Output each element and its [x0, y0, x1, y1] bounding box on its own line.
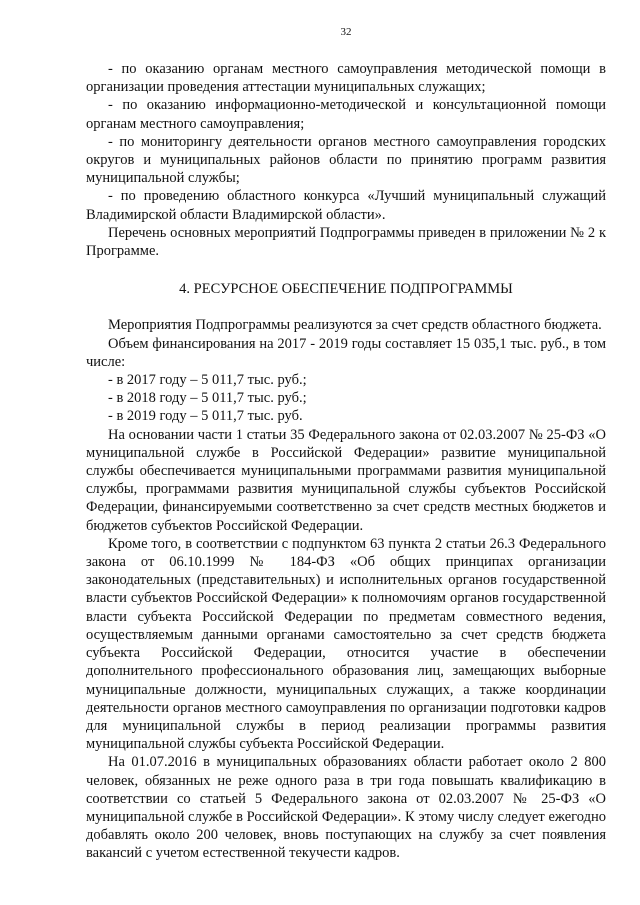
- legal-basis-paragraph: Кроме того, в соответствии с подпунктом 63 пункта 2 статьи 26.3 Федерального закона от 06.10.1999 № 184-ФЗ «Об общих принципах организации законодательных (представительных) и исполнительных органов государственной власти субъектов Российской Федерации» к полномочиям органов государственной власти субъекта Российской Федерации по предметам совместного ведения, осуществляемым данными органами самостоятельно за счет средств бюджета субъекта Российской Федерации, относится участие в обеспечении дополнительного профессионального образования лиц, замещающих выборные муниципальные должности, муниципальных служащих, а также координации деятельности органов местного самоуправления по организации подготовки кадров для муниципальной службы в период реализации программы развития муниципальной службы субъекта Российской Федерации.: [86, 535, 606, 753]
- bullet-item: - по мониторингу деятельности органов местного самоуправления городских округов и муниципальных районов области по принятию программ развития муниципальной службы;: [86, 133, 606, 187]
- bullet-item: - по оказанию информационно-методической и консультационной помощи органам местного самоуправления;: [86, 97, 606, 132]
- bullet-item: - по оказанию органам местного самоуправления методической помощи в организации проведения аттестации муниципальных служащих;: [86, 61, 606, 96]
- section-heading: 4. РЕСУРСНОЕ ОБЕСПЕЧЕНИЕ ПОДПРОГРАММЫ: [179, 281, 513, 298]
- funding-year-item: - в 2017 году – 5 011,7 тыс. руб.;: [108, 372, 307, 389]
- funding-source-paragraph: Мероприятия Подпрограммы реализуются за счет средств областного бюджета.: [108, 317, 602, 334]
- page-number: 32: [340, 26, 352, 38]
- funding-year-item: - в 2018 году – 5 011,7 тыс. руб.;: [108, 390, 307, 407]
- events-list-reference: Перечень основных мероприятий Подпрограммы приведен в приложении № 2 к Программе.: [86, 224, 606, 260]
- funding-year-item: - в 2019 году – 5 011,7 тыс. руб.: [108, 408, 303, 425]
- staff-statistics-paragraph: На 01.07.2016 в муниципальных образованиях области работает около 2 800 человек, обязанных не реже одного раза в три года повышать квалификацию в соответствии со статьей 5 Федерального закона от 02.03.2007 № 25-ФЗ «О муниципальной службе в Российской Федерации». К этому числу следует ежегодно добавлять около 200 человек, вновь поступающих на службу за счет появления вакансий с учетом естественной текучести кадров.: [86, 754, 606, 862]
- bullet-item: - по проведению областного конкурса «Лучший муниципальный служащий Владимирской области Владимирской области».: [86, 188, 606, 223]
- legal-basis-paragraph: На основании части 1 статьи 35 Федерального закона от 02.03.2007 № 25-ФЗ «О муниципальной службе в Российской Федерации» развитие муниципальной службы обеспечивается муниципальными программами развития муниципальной службы, программами развития муниципальной службы субъектов Российской Федерации, финансируемыми соответственно за счет средств местных бюджетов и бюджетов субъектов Российской Федерации.: [86, 426, 606, 534]
- funding-volume-paragraph: Объем финансирования на 2017 - 2019 годы составляет 15 035,1 тыс. руб., в том числе:: [86, 335, 606, 370]
